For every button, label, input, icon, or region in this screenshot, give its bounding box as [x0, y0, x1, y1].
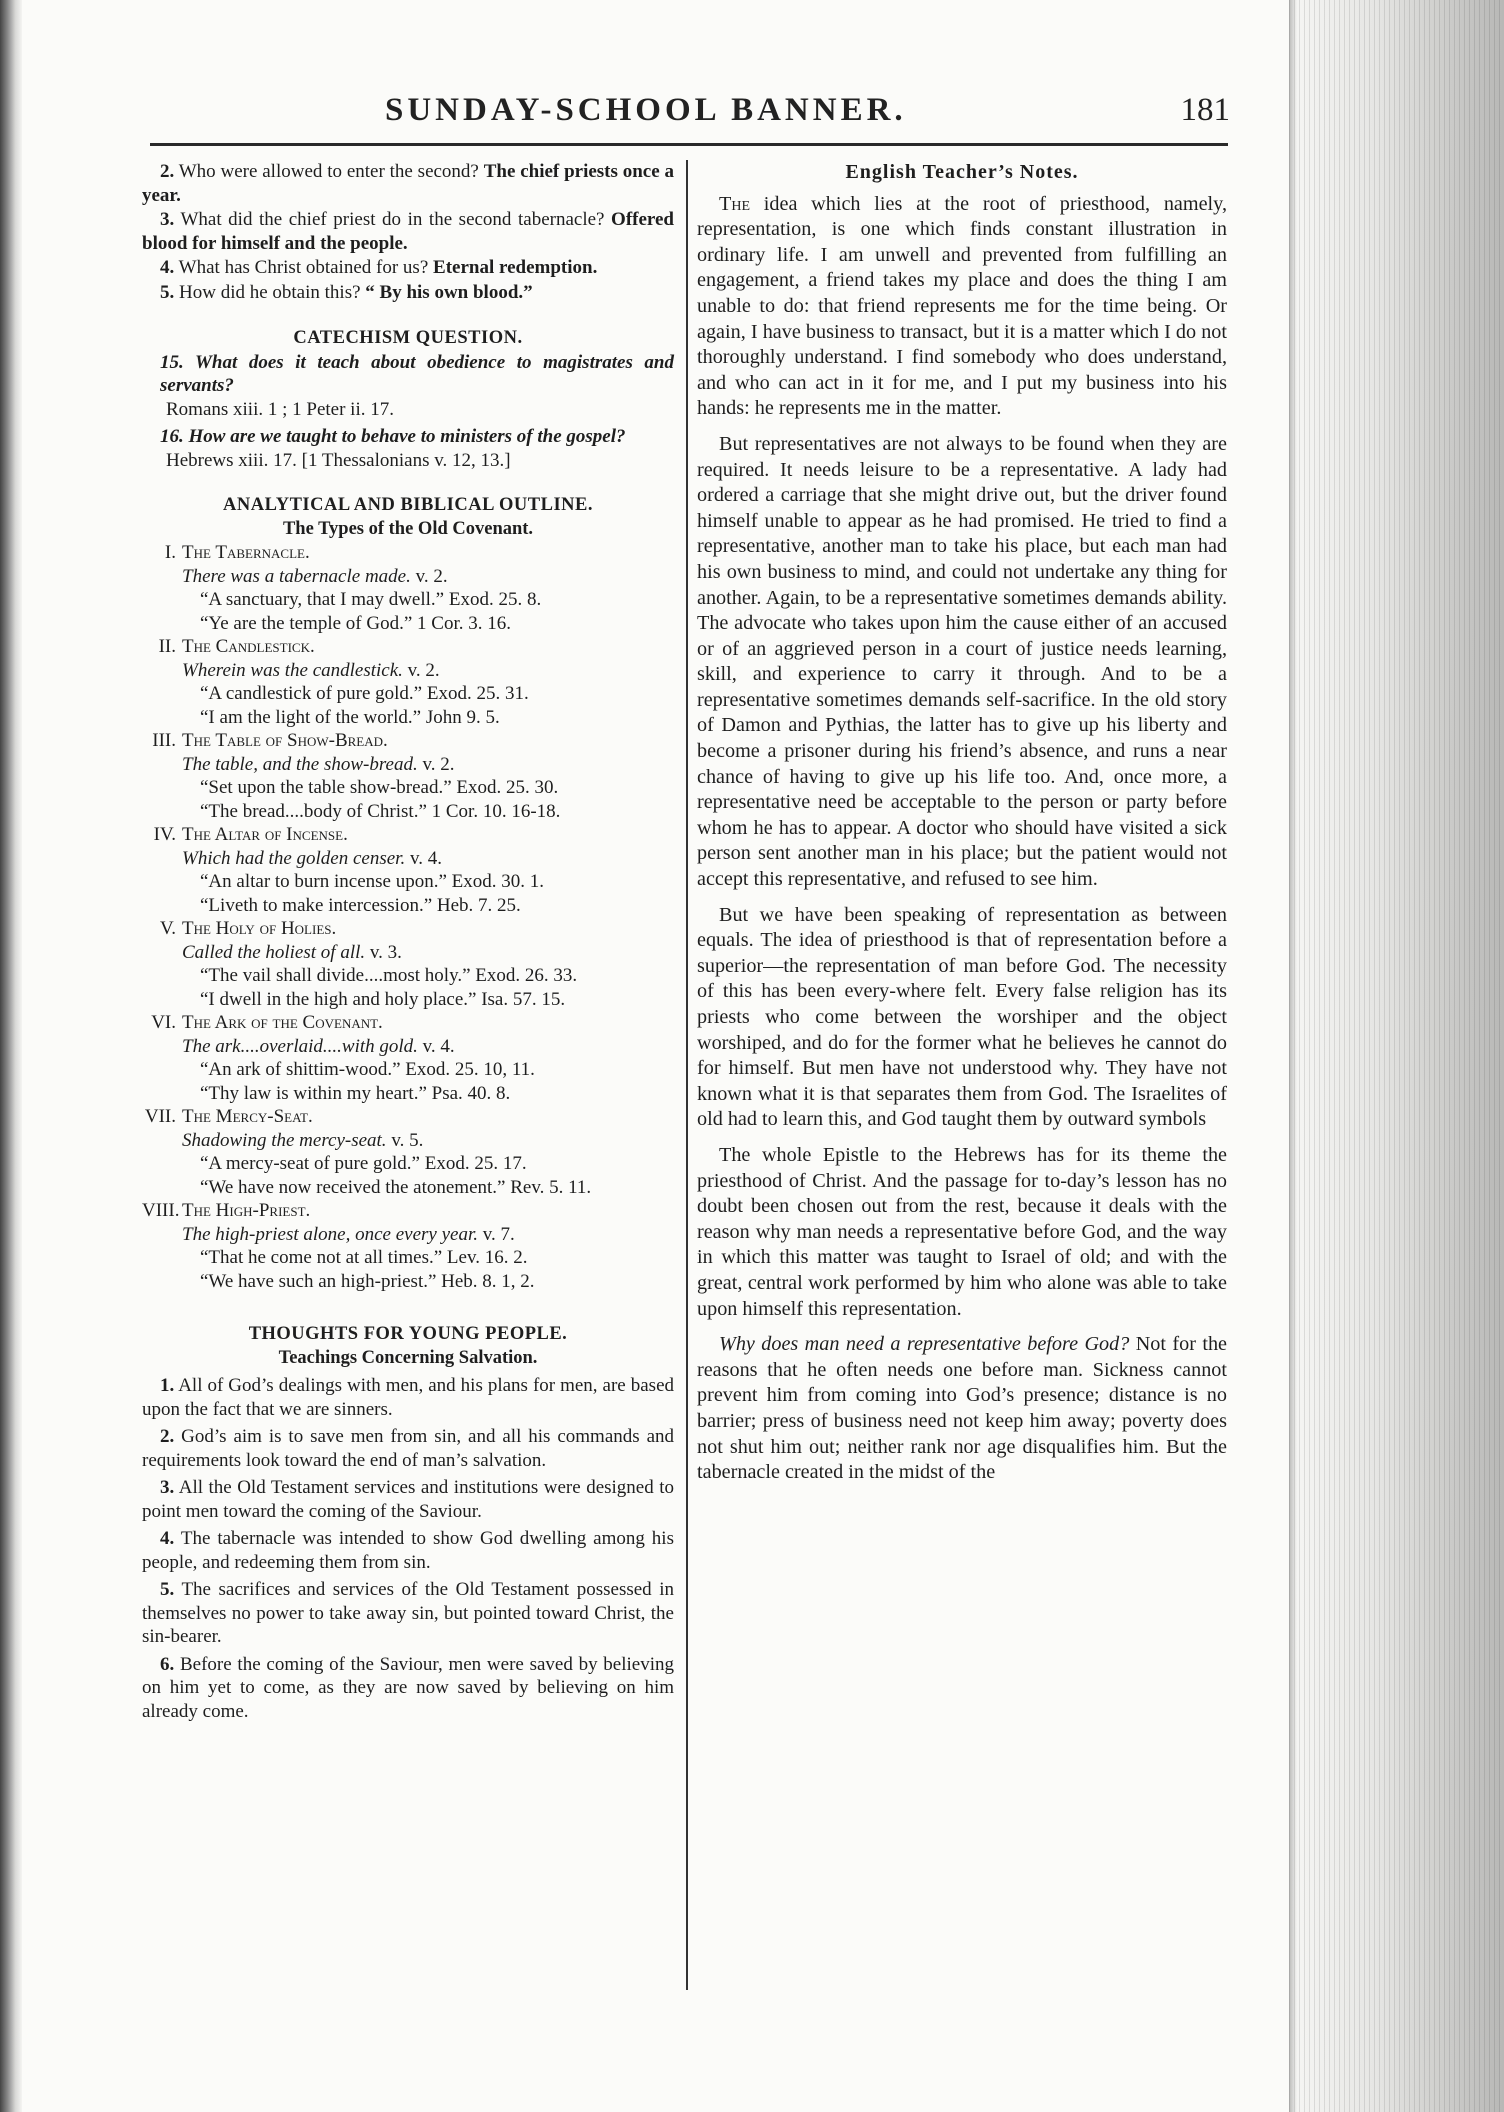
qa-answer: “ By his own blood.”	[365, 281, 533, 303]
catechism-questions	[142, 351, 674, 473]
outline-scripture-text: The table, and the show-bread.	[182, 753, 418, 775]
qa-question: How did he obtain this?	[179, 281, 361, 303]
teacher-notes-heading: English Teacher’s Notes.	[845, 161, 1079, 183]
qa-number: 2.	[160, 161, 175, 182]
book-binding-shadow	[0, 0, 22, 2112]
thought-item	[142, 1425, 674, 1472]
outline-numeral: IV.	[153, 824, 176, 845]
outline-quote: “I dwell in the high and holy place.” Isa. 57. 15.	[200, 988, 566, 1010]
catechism-answer: Hebrews xiii. 17. [1 Thessalonians v. 12, 13.]	[166, 449, 511, 471]
qa-question: What did the chief priest do in the second tabernacle?	[180, 209, 605, 230]
outline-title: The Holy of Holies.	[182, 918, 337, 939]
outline-numeral: I.	[164, 542, 176, 563]
outline-title: The Altar of Incense.	[182, 824, 348, 845]
outline-scripture-ref: v. 5.	[391, 1129, 424, 1151]
running-header	[150, 92, 1230, 136]
outline-scripture-text: Called the holiest of all.	[182, 941, 366, 963]
outline-numeral: VII.	[144, 1106, 176, 1127]
qa-item	[142, 256, 674, 280]
paragraph-lead-word: The	[719, 192, 750, 215]
qa-number: 4.	[160, 257, 175, 278]
outline-quote: “We have now received the atonement.” Rev. 5. 11.	[200, 1176, 592, 1198]
outline-scripture	[142, 1223, 674, 1247]
thought-item	[142, 1527, 674, 1574]
outline-heading-item	[142, 917, 674, 941]
qa-question: Who were allowed to enter the second?	[178, 161, 479, 182]
thought-text: All of God’s dealings with men, and his plans for men, are based upon the fact that we are sinners.	[142, 1375, 675, 1420]
thought-item	[142, 1653, 674, 1724]
outline-scripture-text: Shadowing the mercy-seat.	[182, 1129, 387, 1151]
outline-scripture-ref: v. 7.	[482, 1223, 515, 1245]
outline-scripture-ref: v. 2.	[415, 565, 448, 587]
catechism-question	[142, 351, 674, 398]
thoughts-heading: THOUGHTS FOR YOUNG PEOPLE.	[248, 1324, 568, 1344]
qa-question: What has Christ obtained for us?	[178, 257, 429, 278]
outline-scripture	[142, 941, 674, 965]
outline-scripture-ref: v. 2.	[422, 753, 455, 775]
outline-heading-item	[142, 541, 674, 565]
outline-quote: “An ark of shittim-wood.” Exod. 25. 10, 11.	[200, 1059, 535, 1080]
outline-scripture	[142, 847, 674, 871]
outline-scripture	[142, 753, 674, 777]
outline-quote: “The vail shall divide....most holy.” Exod. 26. 33.	[200, 965, 578, 986]
outline-title: The Tabernacle.	[182, 542, 310, 563]
outline-heading-item	[142, 729, 674, 753]
outline-title: The Mercy-Seat.	[182, 1106, 313, 1127]
outline-quote: “A mercy-seat of pure gold.” Exod. 25. 17.	[200, 1153, 527, 1174]
journal-title: SUNDAY-SCHOOL BANNER.	[385, 92, 907, 128]
paragraph-text: Not for the reasons that he often needs one before man. Sickness cannot prevent him from coming into God’s presence; distance is no barrier; press of business need not keep him away; poverty does not shut him out; neither rank nor age disqualifies him. But the tabernacle created in the midst of the	[697, 1333, 1227, 1484]
teacher-notes-body	[697, 192, 1227, 1486]
thoughts-subheading: Teachings Concerning Salvation.	[278, 1347, 538, 1368]
outline-quote: “An altar to burn incense upon.” Exod. 30. 1.	[200, 871, 545, 892]
catechism-question-text: 15. What does it teach about obedience to magistrates and servants?	[160, 351, 674, 396]
catechism-question	[142, 425, 674, 449]
notes-paragraph	[697, 432, 1227, 893]
review-questions	[142, 160, 674, 304]
outline-scripture	[142, 565, 674, 589]
outline-scripture	[142, 1129, 674, 1153]
notes-paragraph	[697, 1143, 1227, 1322]
qa-number: 5.	[160, 281, 175, 303]
outline-scripture-text: There was a tabernacle made.	[182, 565, 411, 587]
thought-text: The sacrifices and services of the Old Testament possessed in themselves no power to take away sin, but pointed toward Christ, the sin-bearer.	[142, 1579, 674, 1647]
outline-numeral: VIII.	[142, 1200, 180, 1221]
outline-scripture-text: Wherein was the candlestick.	[182, 659, 403, 681]
outline-quote: “I am the light of the world.” John 9. 5.	[200, 706, 500, 728]
thought-item	[142, 1476, 674, 1523]
catechism-answer: Romans xiii. 1 ; 1 Peter ii. 17.	[166, 398, 394, 420]
outline-heading-item	[142, 823, 674, 847]
qa-number: 3.	[160, 209, 175, 230]
outline-scripture	[142, 659, 674, 683]
outline-heading-item	[142, 1105, 674, 1129]
outline-quote: “The bread....body of Christ.” 1 Cor. 10. 16-18.	[200, 800, 561, 822]
outline-heading: ANALYTICAL AND BIBLICAL OUTLINE.	[222, 495, 593, 515]
qa-answer: Offered blood for himself and the people.	[142, 209, 675, 254]
outline-scripture-ref: v. 3.	[369, 941, 402, 963]
right-column	[697, 160, 1227, 1496]
outline-quote: “Thy law is within my heart.” Psa. 40. 8.	[200, 1082, 511, 1104]
outline-scripture-text: The ark....overlaid....with gold.	[182, 1035, 418, 1057]
qa-answer: The chief priests once a year.	[142, 161, 674, 206]
outline-list	[142, 541, 674, 1293]
outline-title: The High-Priest.	[182, 1200, 311, 1221]
paragraph-text: But representatives are not always to be found when they are required. It needs leisure to be a representative. A lady had ordered a carriage that she might drive out, but the driver found himself unable to appear as he had promised. He tried to find a representative, another man to take his place, but each man had his own business to mind, and could not undertake any thing for another. Again, to be a representative sometimes demands ability. The advocate who takes upon him the cause either of an accused or of an aggrieved person in a court of justice needs learning, skill, and experience to carry it through. And to be a representative sometimes demands self-sacrifice. In the old story of Damon and Pythias, the latter has to give up his liberty and become a prisoner during his friend’s absence, and runs a near chance of having to give up his life too. And, once more, a representative need be acceptable to the person or party before whom he has to appear. A doctor who should have visited a sick person sent another man in his place; but the patient would not accept this representative, and refused to see him.	[697, 432, 1227, 891]
left-column	[142, 160, 674, 1727]
thought-number: 1.	[160, 1375, 175, 1396]
outline-quote: “A candlestick of pure gold.” Exod. 25. 31.	[200, 683, 529, 704]
outline-quote: “That he come not at all times.” Lev. 16. 2.	[200, 1247, 528, 1268]
thought-item	[142, 1578, 674, 1649]
thought-number: 5.	[160, 1579, 175, 1600]
thought-number: 6.	[160, 1653, 175, 1675]
thought-number: 2.	[160, 1426, 175, 1447]
outline-title: The Candlestick.	[182, 636, 315, 657]
qa-item	[142, 208, 674, 255]
thought-text: All the Old Testament services and institutions were designed to point men toward the coming of the Saviour.	[142, 1477, 675, 1522]
paragraph-text: But we have been speaking of representation as between equals. The idea of priesthood is that of representation before a superior—the representation of man before God. The necessity of this has been every-where felt. Every false religion has its priests who come between the worshiper and the object worshiped, and do for the former what he believes he cannot do for himself. But men have not understood why. They have not known what it is that separates them from God. The Israelites of old had to learn this, and God taught them by outward symbols	[697, 903, 1227, 1131]
page-number: 181	[1180, 92, 1230, 128]
outline-quote: “A sanctuary, that I may dwell.” Exod. 25. 8.	[200, 589, 542, 610]
column-divider	[686, 160, 688, 1990]
outline-numeral: V.	[159, 918, 176, 939]
thought-text: The tabernacle was intended to show God dwelling among his people, and redeeming them from sin.	[142, 1528, 674, 1573]
outline-heading-item	[142, 1199, 674, 1223]
book-page-edges	[1289, 0, 1504, 2112]
outline-scripture	[142, 1035, 674, 1059]
thought-number: 4.	[160, 1528, 175, 1549]
outline-quote: “Ye are the temple of God.” 1 Cor. 3. 16.	[200, 612, 511, 634]
outline-quote: “Set upon the table show-bread.” Exod. 25. 30.	[200, 777, 559, 798]
paragraph-text: The whole Epistle to the Hebrews has for its theme the priesthood of Christ. And the passage for to-day’s lesson has no doubt been chosen out from the rest, because it deals with the reason why man needs a representative before God, and the way in which this matter was taught to Israel of old; and with the great, central work performed by him who alone was able to take upon himself this representation.	[697, 1143, 1227, 1320]
outline-scripture-text: Which had the golden censer.	[182, 847, 406, 869]
catechism-question-text: 16. How are we taught to behave to ministers of the gospel?	[160, 426, 626, 447]
paragraph-text: idea which lies at the root of priesthood, namely, representation, is one which finds constant illustration in ordinary life. I am unwell and prevented from fulfilling an engagement, a friend takes my place and does the thing I am unable to do: that friend represents me for the time being. Or again, I have business to transact, but it is a matter which I do not thoroughly understand. I find somebody who does understand, and who can act in it for me, and I put my business into his hands: he represents me in the matter.	[697, 192, 1227, 420]
thought-item	[142, 1374, 674, 1421]
outline-scripture-text: The high-priest alone, once every year.	[182, 1223, 478, 1245]
outline-numeral: II.	[158, 636, 176, 657]
qa-answer: Eternal redemption.	[433, 257, 598, 278]
thought-text: Before the coming of the Saviour, men were saved by believing on him yet to come, as they are now saved by believing on him already come.	[142, 1653, 675, 1722]
notes-paragraph	[697, 903, 1227, 1133]
outline-heading-item	[142, 1011, 674, 1035]
outline-title: The Ark of the Covenant.	[182, 1012, 383, 1033]
thoughts-list	[142, 1374, 674, 1723]
thought-text: God’s aim is to save men from sin, and all his commands and requirements look toward the end of man’s salvation.	[142, 1426, 675, 1471]
paragraph-italic-question: Why does man need a representative before God?	[719, 1333, 1130, 1356]
notes-paragraph	[697, 1332, 1227, 1486]
outline-quote: “Liveth to make intercession.” Heb. 7. 25.	[200, 894, 521, 916]
thought-number: 3.	[160, 1477, 175, 1498]
header-rule	[150, 143, 1228, 146]
qa-item	[142, 281, 674, 305]
outline-quote: “We have such an high-priest.” Heb. 8. 1, 2.	[200, 1270, 535, 1292]
catechism-heading: CATECHISM QUESTION.	[293, 328, 523, 348]
notes-paragraph	[697, 192, 1227, 422]
qa-item	[142, 160, 674, 207]
outline-heading-item	[142, 635, 674, 659]
outline-scripture-ref: v. 2.	[407, 659, 440, 681]
outline-scripture-ref: v. 4.	[422, 1035, 455, 1057]
outline-numeral: VI.	[151, 1012, 176, 1033]
outline-numeral: III.	[152, 730, 176, 751]
outline-scripture-ref: v. 4.	[409, 847, 442, 869]
outline-subheading: The Types of the Old Covenant.	[282, 518, 534, 539]
outline-title: The Table of Show-Bread.	[182, 730, 388, 751]
